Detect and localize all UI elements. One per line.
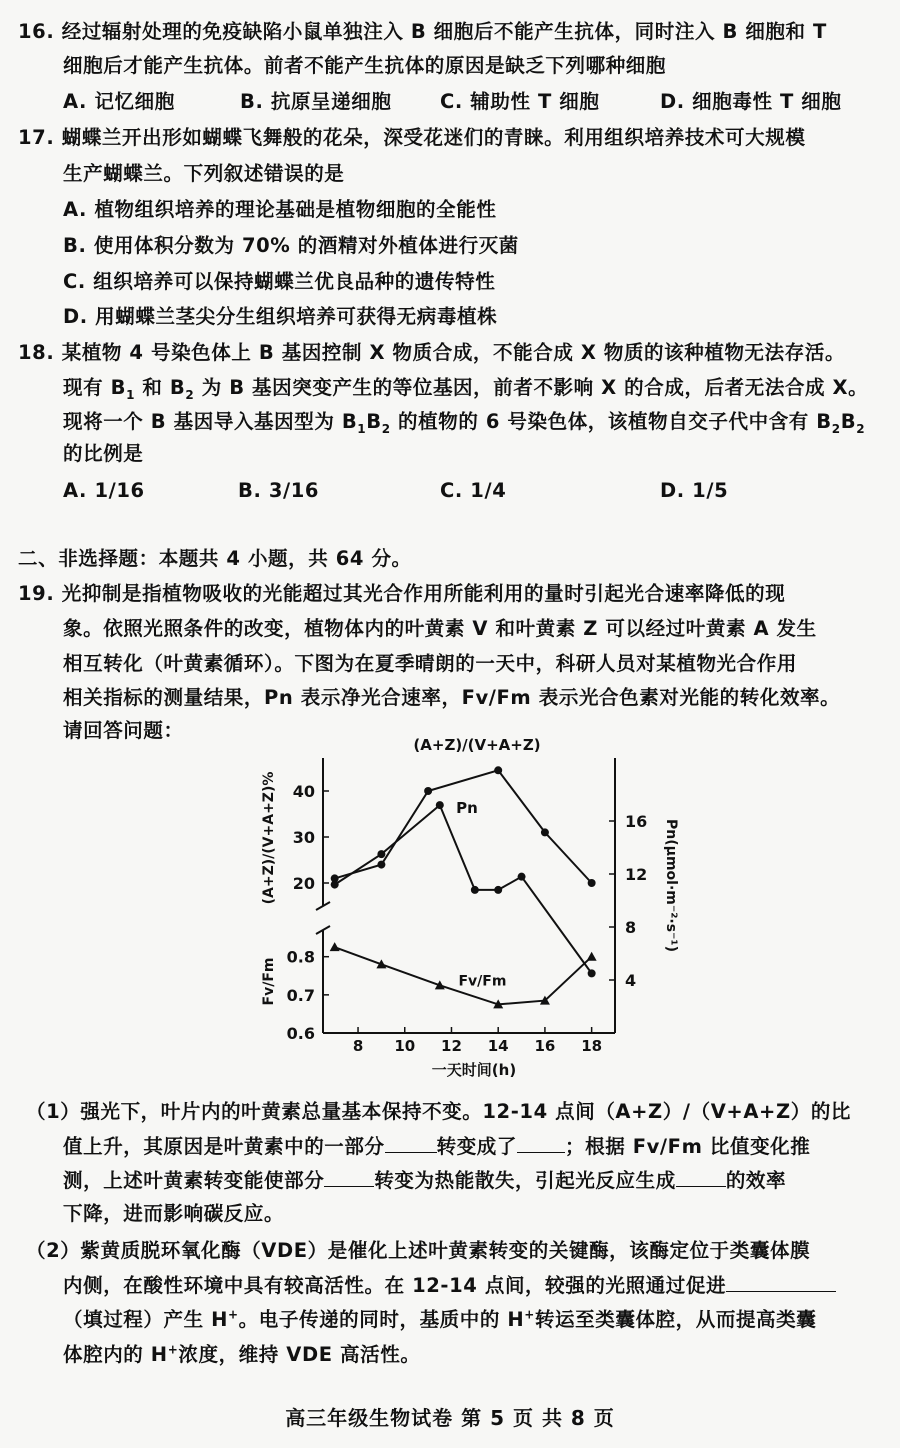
q16-option-a: A. 记忆细胞 xyxy=(63,90,175,113)
x-tick-label: 18 xyxy=(581,1037,603,1055)
q19-p1-line3: 测，上述叶黄素转变能使部分 转变为热能散失，引起光反应生成 的效率 xyxy=(63,1166,786,1195)
data-point xyxy=(518,873,526,881)
q17-option-c: C. 组织培养可以保持蝴蝶兰优良品种的遗传特性 xyxy=(63,270,496,293)
q19-p1-line1: （1）强光下，叶片内的叶黄素总量基本保持不变。12-14 点间（A+Z）/（V+A+Z）的比 xyxy=(26,1100,852,1123)
q16-option-d: D. 细胞毒性 T 细胞 xyxy=(660,90,842,113)
q19-p2-line4: 体腔内的 H+浓度，维持 VDE 高活性。 xyxy=(63,1342,421,1366)
q19-p1-line2: 值上升，其原因是叶黄素中的一部分 转变成了 ；根据 Fv/Fm 比值变化推 xyxy=(63,1132,810,1161)
y-tick-label: 16 xyxy=(625,812,648,831)
q18-stem-line2: 现有 $B_1$ 和 $B_2$ 为 B 基因突变产生的等位基因，前者不影响 X 的合成，后者无法合成 X。 xyxy=(63,376,869,402)
y-tick-label: 20 xyxy=(292,874,315,893)
x-tick-label: 8 xyxy=(352,1037,364,1055)
q17-option-a: A. 植物组织培养的理论基础是植物细胞的全能性 xyxy=(63,198,497,221)
y-tick-label: 30 xyxy=(292,828,315,847)
section-heading: 二、非选择题：本题共 4 小题，共 64 分。 xyxy=(18,547,412,570)
answer-blank-3[interactable] xyxy=(324,1166,374,1187)
q19-stem-line4: 相关指标的测量结果，Pn 表示净光合速率，Fv/Fm 表示光合色素对光能的转化效率。 xyxy=(63,686,841,709)
q19-stem-line1: 19. 光抑制是指植物吸收的光能超过其光合作用所能利用的量时引起光合速率降低的现 xyxy=(18,582,786,605)
answer-blank-4[interactable] xyxy=(676,1166,726,1187)
series-label-fvfm: Fv/Fm xyxy=(458,973,507,990)
q19-p2-line1: （2）紫黄质脱环氧化酶（VDE）是催化上述叶黄素转变的关键酶，该酶定位于类囊体膜 xyxy=(26,1239,811,1262)
q18-stem-line4: 的比例是 xyxy=(63,442,144,465)
q18-option-c: C. 1/4 xyxy=(440,479,507,502)
data-point xyxy=(471,886,479,894)
answer-blank-2[interactable] xyxy=(517,1132,565,1153)
q17-stem-line1: 17. 蝴蝶兰开出形如蝴蝶飞舞般的花朵，深受花迷们的青睐。利用组织培养技术可大规模 xyxy=(18,126,806,149)
data-point xyxy=(436,801,444,809)
q18-option-a: A. 1/16 xyxy=(63,479,145,502)
data-point xyxy=(587,952,597,961)
left-upper-axis-label: (A+Z)/(V+A+Z)% xyxy=(261,771,277,905)
q19-stem-line2: 象。依照光照条件的改变，植物体内的叶黄素 V 和叶黄素 Z 可以经过叶黄素 A 发生 xyxy=(63,617,817,640)
q16-option-b: B. 抗原呈递细胞 xyxy=(240,90,392,113)
data-point xyxy=(424,787,432,795)
data-point xyxy=(588,969,596,977)
chart-top-label: (A+Z)/(V+A+Z) xyxy=(413,738,541,754)
q18-stem-line3: 现将一个 B 基因导入基因型为 $B_1B_2$ 的植物的 6 号染色体，该植物自交子代中含有 $B_2B_2$ xyxy=(63,410,866,436)
answer-blank-1[interactable] xyxy=(385,1132,437,1153)
q16-stem-line1: 16. 经过辐射处理的免疫缺陷小鼠单独注入 B 细胞后不能产生抗体，同时注入 B 细胞和 T xyxy=(18,20,827,43)
data-point xyxy=(377,861,385,869)
data-point xyxy=(330,942,340,951)
q16-stem-line2: 细胞后才能产生抗体。前者不能产生抗体的原因是缺乏下列哪种细胞 xyxy=(63,54,667,77)
x-axis-label: 一天时间(h) xyxy=(431,1061,517,1079)
right-axis-label: Pn(μmol·m⁻²·s⁻¹) xyxy=(663,819,679,952)
series-line-ratio xyxy=(335,770,592,883)
y-tick-label: 12 xyxy=(625,865,648,884)
photosynthesis-chart xyxy=(255,738,685,1083)
x-tick-label: 10 xyxy=(394,1037,416,1055)
data-point xyxy=(494,766,502,774)
x-tick-label: 14 xyxy=(487,1037,509,1055)
y-tick-label: 8 xyxy=(625,918,637,937)
y-tick-label: 0.8 xyxy=(286,947,315,967)
y-tick-label: 0.7 xyxy=(286,985,315,1005)
data-point xyxy=(541,828,549,836)
q18-option-b: B. 3/16 xyxy=(238,479,320,502)
q17-option-b: B. 使用体积分数为 70% 的酒精对外植体进行灭菌 xyxy=(63,234,519,257)
left-lower-axis-label: Fv/Fm xyxy=(261,957,277,1006)
series-line-pn xyxy=(335,805,592,973)
q16-option-c: C. 辅助性 T 细胞 xyxy=(440,90,600,113)
y-tick-label: 40 xyxy=(292,782,315,801)
series-label-pn: Pn xyxy=(456,799,478,818)
x-tick-label: 16 xyxy=(534,1037,556,1055)
q19-stem-line3: 相互转化（叶黄素循环）。下图为在夏季晴朗的一天中，科研人员对某植物光合作用 xyxy=(63,652,797,675)
q17-stem-line2: 生产蝴蝶兰。下列叙述错误的是 xyxy=(63,162,345,185)
q18-stem-line1: 18. 某植物 4 号染色体上 B 基因控制 X 物质合成，不能合成 X 物质的该种植物无法存活。 xyxy=(18,341,846,364)
y-tick-label: 4 xyxy=(625,971,637,990)
data-point xyxy=(494,886,502,894)
x-tick-label: 12 xyxy=(441,1037,462,1055)
answer-blank-5[interactable] xyxy=(726,1271,836,1292)
q18-option-d: D. 1/5 xyxy=(660,479,729,502)
q17-option-d: D. 用蝴蝶兰茎尖分生组织培养可获得无病毒植株 xyxy=(63,305,498,328)
data-point xyxy=(588,879,596,887)
q19-p1-line4: 下降，进而影响碳反应。 xyxy=(63,1202,285,1225)
data-point xyxy=(377,850,385,858)
q19-p2-line2: 内侧，在酸性环境中具有较高活性。在 12-14 点间，较强的光照通过促进 xyxy=(63,1271,836,1300)
q19-stem-line5: 请回答问题： xyxy=(63,719,184,742)
data-point xyxy=(331,881,339,889)
page-footer: 高三年级生物试卷 第 5 页 共 8 页 xyxy=(285,1406,615,1430)
q19-p2-line3: （填过程）产生 H+。电子传递的同时，基质中的 H+转运至类囊体腔，从而提高类囊 xyxy=(63,1307,817,1331)
y-tick-label: 0.6 xyxy=(286,1024,315,1043)
